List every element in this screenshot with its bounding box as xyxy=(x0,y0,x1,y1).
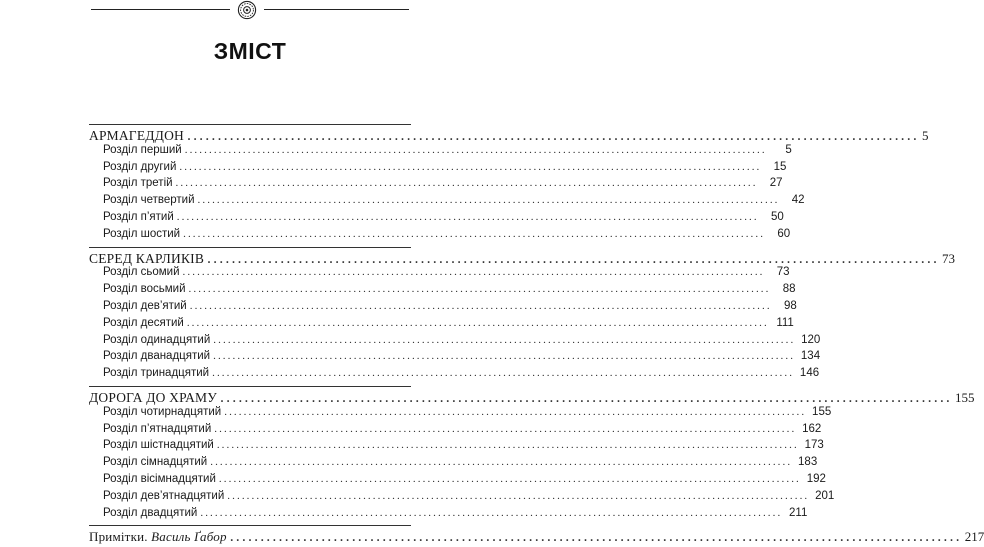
page-title: ЗМІСТ xyxy=(213,38,287,64)
dot-leader: ........................................................................................................................ xyxy=(220,388,953,406)
toc-notes-entry[interactable] xyxy=(89,528,984,546)
page-number: 155 xyxy=(812,405,832,418)
page-number: 201 xyxy=(815,489,835,502)
chapter-title: Розділ одинадцятий xyxy=(103,333,211,346)
dot-leader: ........................................................................................................................ xyxy=(176,210,759,223)
dot-leader: ........................................................................................................................ xyxy=(197,194,780,207)
toc-part-3 xyxy=(89,387,975,525)
dot-leader: ........................................................................................................................ xyxy=(212,367,795,380)
chapter-title: Розділ третій xyxy=(103,177,173,190)
dot-leader: ........................................................................................................................ xyxy=(179,160,762,173)
toc-chapter-entry[interactable] xyxy=(89,299,797,317)
page-number: 146 xyxy=(799,367,820,380)
page-number: 98 xyxy=(783,299,797,312)
header-rule-left xyxy=(91,9,230,10)
toc-part-entry[interactable] xyxy=(89,249,956,267)
flower-ornament-icon xyxy=(236,0,258,20)
toc-notes xyxy=(89,526,984,547)
part-title: АРМАГЕДДОН xyxy=(89,128,184,143)
toc-chapter-entry[interactable] xyxy=(89,266,790,283)
chapter-title: Розділ восьмий xyxy=(103,283,186,296)
page-number: 183 xyxy=(798,456,818,469)
page-number: 192 xyxy=(806,472,826,485)
toc-part-entry[interactable] xyxy=(89,127,929,144)
page-number: 60 xyxy=(777,227,791,240)
notes-title xyxy=(89,529,227,545)
chapter-title: Розділ п’ятий xyxy=(103,210,174,223)
page-number: 134 xyxy=(800,350,821,363)
page-number: 173 xyxy=(804,439,824,452)
page-number: 42 xyxy=(791,194,805,207)
page-number: 155 xyxy=(955,389,975,405)
dot-leader: ........................................................................................................................ xyxy=(218,472,801,485)
toc-chapter-entry[interactable] xyxy=(89,489,835,507)
toc-part-entry[interactable] xyxy=(89,388,975,406)
table-of-contents xyxy=(89,124,984,547)
dot-leader: ........................................................................................................................ xyxy=(213,350,796,363)
page-number: 50 xyxy=(770,210,784,223)
dot-leader: ........................................................................................................................ xyxy=(224,405,807,418)
dot-leader: ........................................................................................................................ xyxy=(186,127,919,144)
dot-leader: ........................................................................................................................ xyxy=(213,333,796,346)
chapter-title: Розділ п’ятнадцятий xyxy=(103,422,212,435)
toc-chapter-entry[interactable] xyxy=(89,194,805,211)
chapter-title: Розділ сьомий xyxy=(103,266,180,279)
toc-chapter-entry[interactable] xyxy=(89,227,791,245)
toc-chapter-entry[interactable] xyxy=(89,367,820,384)
page-number: 88 xyxy=(782,283,796,296)
page-number: 73 xyxy=(776,266,790,279)
chapter-title: Розділ сімнадцятий xyxy=(103,456,208,469)
toc-chapter-entry[interactable] xyxy=(89,422,822,440)
page-number: 5 xyxy=(785,143,792,156)
toc-chapter-entry[interactable] xyxy=(89,506,808,524)
dot-leader: ........................................................................................................................ xyxy=(214,422,797,435)
dot-leader: ........................................................................................................................ xyxy=(207,249,940,267)
dot-leader: ........................................................................................................................ xyxy=(183,227,766,240)
page-number: 217 xyxy=(964,529,984,545)
dot-leader: ........................................................................................................................ xyxy=(229,528,962,546)
page-number: 111 xyxy=(776,316,794,329)
chapter-title: Розділ дванадцятий xyxy=(103,350,211,363)
dot-leader: ........................................................................................................................ xyxy=(210,456,793,469)
chapter-title: Розділ шістнадцятий xyxy=(103,439,214,452)
dot-leader: ........................................................................................................................ xyxy=(184,143,767,156)
header-rule-right xyxy=(264,9,409,10)
dot-leader: ........................................................................................................................ xyxy=(216,439,799,452)
dot-leader: ........................................................................................................................ xyxy=(182,266,765,279)
dot-leader: ........................................................................................................................ xyxy=(175,177,758,190)
page-number: 211 xyxy=(789,506,808,519)
chapter-title: Розділ дев’ятий xyxy=(103,299,187,312)
page-number: 27 xyxy=(769,177,783,190)
part-title: СЕРЕД КАРЛИКІВ xyxy=(89,250,205,266)
page-number: 120 xyxy=(801,333,821,346)
toc-chapter-entry[interactable] xyxy=(89,177,783,194)
notes-label: Примітки. xyxy=(89,529,148,545)
page-number: 73 xyxy=(942,250,956,266)
toc-chapter-entry[interactable] xyxy=(89,283,796,300)
toc-chapter-entry[interactable] xyxy=(89,456,818,473)
chapter-title: Розділ двадцятий xyxy=(103,506,198,519)
notes-author: Василь Ґабор xyxy=(151,529,227,545)
dot-leader: ........................................................................................................................ xyxy=(186,316,769,329)
page-number: 5 xyxy=(921,128,929,143)
chapter-title: Розділ десятий xyxy=(103,316,184,329)
toc-chapter-entry[interactable] xyxy=(89,210,784,228)
toc-chapter-entry[interactable] xyxy=(89,333,821,351)
dot-leader: ........................................................................................................................ xyxy=(200,506,783,519)
chapter-title: Розділ шостий xyxy=(103,227,181,240)
toc-part-2 xyxy=(89,248,956,386)
dot-leader: ........................................................................................................................ xyxy=(189,299,772,312)
chapter-title: Розділ другий xyxy=(103,160,177,173)
toc-chapter-entry[interactable] xyxy=(89,143,792,161)
toc-part-1 xyxy=(89,125,929,247)
dot-leader: ........................................................................................................................ xyxy=(188,283,771,296)
chapter-title: Розділ тринадцятий xyxy=(103,367,210,380)
chapter-title: Розділ дев’ятнадцятий xyxy=(103,489,225,502)
chapter-title: Розділ чотирнадцятий xyxy=(103,405,222,418)
toc-chapter-entry[interactable] xyxy=(89,316,794,334)
page-number: 15 xyxy=(773,160,787,173)
toc-chapter-entry[interactable] xyxy=(89,350,821,367)
chapter-title: Розділ вісімнадцятий xyxy=(103,472,216,485)
dot-leader: ........................................................................................................................ xyxy=(227,489,810,502)
chapter-title: Розділ перший xyxy=(103,143,182,156)
toc-chapter-entry[interactable] xyxy=(89,439,824,456)
toc-chapter-entry[interactable] xyxy=(89,405,832,423)
toc-chapter-entry[interactable] xyxy=(89,472,826,490)
chapter-title: Розділ четвертий xyxy=(103,194,195,207)
page-number: 162 xyxy=(802,422,822,435)
toc-chapter-entry[interactable] xyxy=(89,160,787,178)
part-title: ДОРОГА ДО ХРАМУ xyxy=(89,389,218,405)
